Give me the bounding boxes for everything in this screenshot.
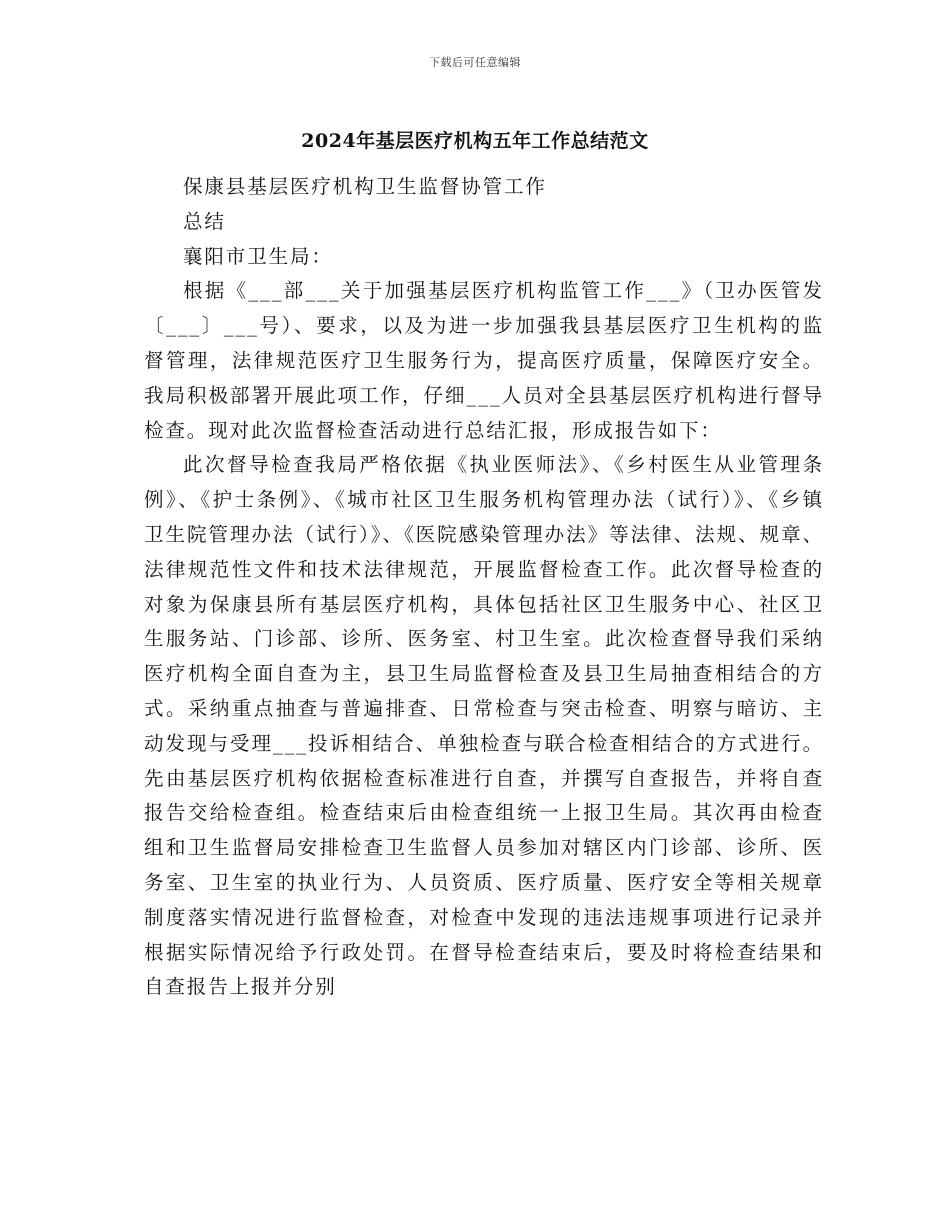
document-title: 2024年基层医疗机构五年工作总结范文 bbox=[301, 130, 649, 152]
subtitle-line-1: 保康县基层医疗机构卫生监督协管工作 bbox=[183, 175, 547, 198]
paragraph: 此次督导检查我局严格依据《执业医师法》、《乡村医生从业管理条例》、《护士条例》、《城市社区卫生服务机构管理办法（试行）》、《乡镇卫生院管理办法（试行）》、《医院感染管理办法》等法律、法规、规章、法律规范性文件和技术法律规范，开展监督检查工作。此次督导检查的对象为保康县所有基层医疗机构，具体包括社区卫生服务中心、社区卫生服务站、门诊部、诊所、医务室、村卫生室。此次检查督导我们采纳医疗机构全面自查为主，县卫生局监督检查及县卫生局抽查相结合的方式。采纳重点抽查与普遍排查、日常检查与突击检查、明察与暗访、主动发现与受理___投诉相结合、单独检查与联合检查相结合的方式进行。先由基层医疗机构依据检查标准进行自查，并撰写自查报告，并将自查报告交给检查组。检查结束后由检查组统一上报卫生局。其次再由检查组和卫生监督局安排检查卫生监督人员参加对辖区内门诊部、诊所、医务室、卫生室的执业行为、人员资质、医疗质量、医疗安全等相关规章制度落实情况进行监督检查，对检查中发现的违法违规事项进行记录并根据实际情况给予行政处罚。在督导检查结束后，要及时将检查结果和自查报告上报并分别 bbox=[144, 453, 824, 999]
header-note: 下载后可任意编辑 bbox=[429, 56, 521, 69]
addressee: 襄阳市卫生局： bbox=[183, 244, 333, 268]
paragraph: 根据《___部___关于加强基层医疗机构监管工作___》（卫办医管发〔___〕___号）、要求，以及为进一步加强我县基层医疗卫生机构的监督管理，法律规范医疗卫生服务行为，提高医疗质量，保障医疗安全。我局积极部署开展此项工作，仔细___人员对全县基层医疗机构进行督导检查。现对此次监督检查活动进行总结汇报，形成报告如下： bbox=[144, 279, 824, 442]
document-body bbox=[144, 170, 824, 1005]
subtitle-line-2: 总结 bbox=[183, 209, 226, 233]
